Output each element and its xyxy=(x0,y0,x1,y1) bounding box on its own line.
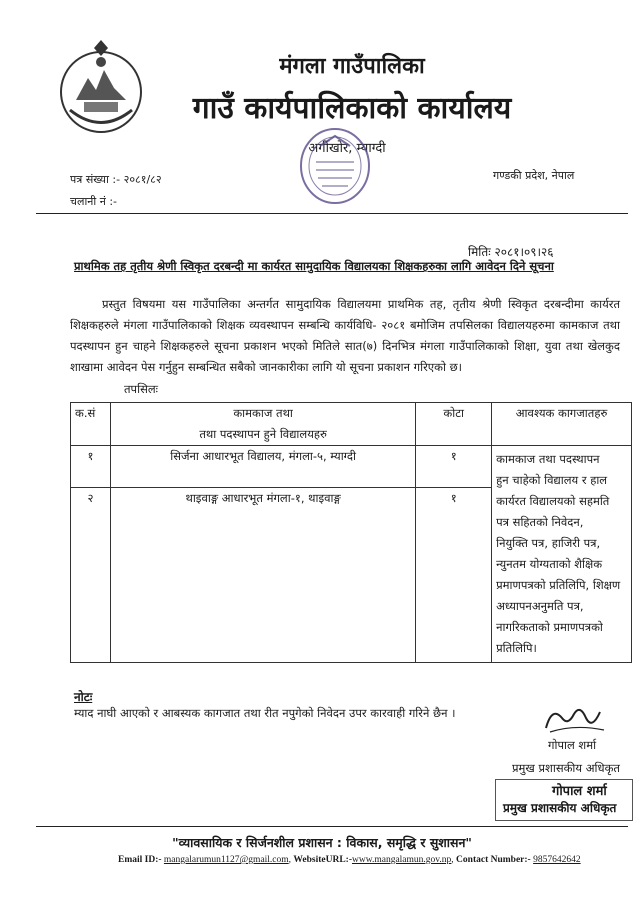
motto: "व्यावसायिक र सिर्जनशील प्रशासन : विकास, समृद्धि र सुशासन" xyxy=(172,835,472,850)
name-stamp-line1: गोपाल शर्मा xyxy=(552,784,607,799)
footer-rule xyxy=(36,826,628,827)
letter-number: पत्र संख्या :- २०८१/८२ xyxy=(70,173,162,186)
province: गण्डकी प्रदेश, नेपाल xyxy=(493,169,575,182)
row-sn: २ xyxy=(71,488,111,663)
note-label: नोटः xyxy=(74,690,93,704)
signatory-name: गोपाल शर्मा xyxy=(548,738,597,752)
notice-subject: प्राथमिक तह तृतीय श्रेणी स्विकृत दरबन्दी मा कार्यरत सामुदायिक विद्यालयका शिक्षकहरुका लागि आवेदन दिने सूचना xyxy=(74,259,554,273)
website-link[interactable]: www.mangalamun.gov.np xyxy=(352,855,452,865)
office-name: गाउँ कार्यपालिकाको कार्यालय xyxy=(192,91,512,126)
header-docs: आवश्यक कागजातहरु xyxy=(492,403,632,446)
contact-number[interactable]: 9857642642 xyxy=(533,855,581,865)
notice-body: प्रस्तुत विषयमा यस गाउँपालिका अन्तर्गत सामुदायिक विद्यालयमा प्राथमिक तह, तृतीय श्रेणी स्विकृत दरबन्दीमा कार्यरत शिक्षकहरुले मंगला गाउँपालिकाको शिक्षक व्यवस्थापन सम्बन्धि कार्यविधि- २०८१ बमोजिम तपसिलका विद्यालयहरुमा कामकाज तथा पदस्थापन हुन चाहने शिक्षकहरुले सूचना प्रकाशन भएको मितिले सात(७) दिनभित्र मंगला गाउँपालिकाको शिक्षा, युवा तथा खेलकुद शाखामा आवेदन पेस गर्नुहुन सम्बन्धित सबैको जानकारीका लागि यो सूचना प्रकाशन गरिएको छ। xyxy=(70,297,620,374)
table-header-row xyxy=(71,403,632,446)
municipality-name: मंगला गाउँपालिका xyxy=(279,54,425,79)
office-address: अर्गीखोर, म्याग्दी xyxy=(308,141,386,156)
dispatch-number: चलानी नं :- xyxy=(70,195,118,208)
table-row xyxy=(71,446,632,488)
header-rule xyxy=(36,213,628,214)
tapsil-label: तपसिलः xyxy=(124,382,158,396)
row-school: सिर्जना आधारभूत विद्यालय, मंगला-५, म्याग्दी xyxy=(110,446,415,488)
schools-table xyxy=(70,402,632,663)
row-quota: १ xyxy=(416,446,492,488)
letter-date: मितिः २०८१।०९।२६ xyxy=(468,245,554,259)
signature-icon xyxy=(540,700,610,738)
header-sn: क.सं xyxy=(71,403,111,446)
signatory-title: प्रमुख प्रशासकीय अधिकृत xyxy=(512,761,620,775)
contact-footer: Email ID:- mangalarumun1127@gmail.com, WebsiteURL:-www.mangalamun.gov.np, Contact Number:- 9857642642 xyxy=(118,855,581,865)
row-school: थाइवाङ्ग आधारभूत मंगला-१, थाइवाङ्ग xyxy=(110,488,415,663)
row-sn: १ xyxy=(71,446,111,488)
email-link[interactable]: mangalarumun1127@gmail.com xyxy=(163,855,289,865)
office-seal-icon xyxy=(298,126,372,206)
row-quota: १ xyxy=(416,488,492,663)
header-school: कामकाज तथा तथा पदस्थापन हुने विद्यालयहरु xyxy=(110,403,415,446)
name-stamp-line2: प्रमुख प्रशासकीय अधिकृत xyxy=(503,801,617,815)
required-documents: कामकाज तथा पदस्थापन हुन चाहेको विद्यालय र हाल कार्यरत विद्यालयको सहमति पत्र सहितको निवेदन, नियुक्ति पत्र, हाजिरी पत्र, न्युनतम योग्यताको शैक्षिक प्रमाणपत्रको प्रतिलिपि, शिक्षण अध्यापनअनुमति पत्र, नागरिकताको प्रमाणपत्रको प्रतिलिपि। xyxy=(492,446,632,663)
header-quota: कोटा xyxy=(416,403,492,446)
note-text: म्याद नाघी आएको र आबस्यक कागजात तथा रीत नपुगेको निवेदन उपर कारवाही गरिने छैन । xyxy=(74,706,456,720)
